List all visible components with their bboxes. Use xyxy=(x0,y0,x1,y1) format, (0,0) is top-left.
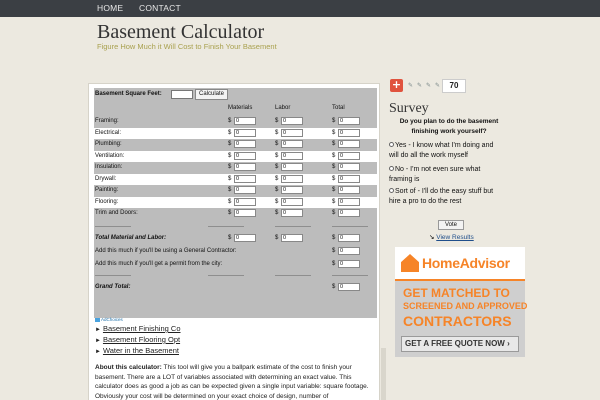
survey-title: Survey xyxy=(389,101,429,116)
results-chart-icon: ↘ xyxy=(429,234,435,241)
cost-row xyxy=(94,197,377,208)
homeadvisor-ad[interactable] xyxy=(395,247,528,357)
total-cell-input[interactable] xyxy=(338,152,360,160)
labor-cell-input[interactable] xyxy=(281,234,303,242)
cost-row xyxy=(94,259,377,270)
currency-symbol: $ xyxy=(275,198,279,205)
currency-symbol: $ xyxy=(275,129,279,136)
labor-cell-input[interactable] xyxy=(281,163,303,171)
row-label: Drywall: xyxy=(95,175,117,182)
share-icon[interactable]: ✎ xyxy=(426,82,432,89)
materials-cell-input[interactable] xyxy=(234,129,256,137)
free-quote-button[interactable] xyxy=(401,336,519,352)
about-text: This tool will give you a ballpark estimate of the cost to finish your basement. There are a LOT of variables associated with determining an exact value. This calculator does as good a job as can be expected given a single input variable: square footage. Obviously your cost will be determined on your exact choice of design, number of xyxy=(95,364,369,400)
labor-cell-input[interactable] xyxy=(281,140,303,148)
currency-symbol: $ xyxy=(228,129,232,136)
total-cell-input[interactable] xyxy=(338,117,360,125)
site-title[interactable]: Basement Calculator xyxy=(97,21,265,43)
currency-symbol: $ xyxy=(228,141,232,147)
materials-cell-input[interactable] xyxy=(234,152,256,160)
row-label: Total Material and Labor: xyxy=(95,234,167,241)
materials-cell-input[interactable] xyxy=(234,140,256,148)
cost-row xyxy=(94,233,377,244)
currency-symbol: $ xyxy=(332,118,336,124)
option-label: Yes - I know what I'm doing and will do all the work myself xyxy=(389,142,494,159)
ad-logo-bar xyxy=(395,247,525,281)
header-materials: Materials xyxy=(228,105,253,111)
total-cell-input[interactable] xyxy=(338,283,360,291)
share-count: 70 xyxy=(442,79,466,93)
cost-row xyxy=(94,246,377,257)
materials-cell-input[interactable] xyxy=(234,209,256,217)
currency-symbol: $ xyxy=(332,283,336,290)
divider: ------------------ xyxy=(95,223,131,230)
currency-symbol: $ xyxy=(332,234,336,241)
about-heading: About this calculator: xyxy=(95,364,162,371)
currency-symbol: $ xyxy=(275,234,279,241)
row-label: Flooring: xyxy=(95,198,119,205)
labor-cell-input[interactable] xyxy=(281,152,303,160)
currency-symbol: $ xyxy=(332,210,336,216)
radio-button[interactable] xyxy=(389,142,394,147)
currency-symbol: $ xyxy=(332,247,336,254)
row-label: Add this much if you'll be using a General Contractor: xyxy=(95,247,237,254)
ad-link[interactable] xyxy=(95,324,181,335)
materials-cell-input[interactable] xyxy=(234,117,256,125)
labor-cell-input[interactable] xyxy=(281,186,303,194)
currency-symbol: $ xyxy=(275,152,279,159)
currency-symbol: $ xyxy=(275,118,279,124)
chevron-right-icon: › xyxy=(507,339,510,348)
row-label: Add this much if you'll get a permit from the city: xyxy=(95,260,223,267)
total-cell-input[interactable] xyxy=(338,209,360,217)
ad-link-label: Water in the Basement xyxy=(102,346,179,355)
row-label: Framing: xyxy=(95,118,119,124)
currency-symbol: $ xyxy=(275,175,279,182)
currency-symbol: $ xyxy=(228,210,232,216)
currency-symbol: $ xyxy=(332,164,336,170)
content-edge xyxy=(381,348,386,400)
calculate-button[interactable]: Calculate xyxy=(195,89,228,100)
currency-symbol: $ xyxy=(332,187,336,193)
divider: ------------------ xyxy=(275,272,311,279)
ad-headline: GET MATCHED TO xyxy=(403,286,510,300)
ad-highlight: CONTRACTORS xyxy=(403,313,512,329)
materials-cell-input[interactable] xyxy=(234,175,256,183)
cost-row xyxy=(94,185,377,196)
total-cell-input[interactable] xyxy=(338,234,360,242)
ad-logo: HomeAdvisor xyxy=(422,255,510,271)
labor-cell-input[interactable] xyxy=(281,175,303,183)
plus-share-icon[interactable]: + xyxy=(391,78,402,91)
survey-question: Do you plan to do the basement finishing work yourself? xyxy=(399,118,499,135)
ad-link-label: Basement Flooring Opt xyxy=(102,335,181,344)
currency-symbol: $ xyxy=(332,129,336,136)
site-tagline: Figure How Much it Will Cost to Finish Your Basement xyxy=(97,42,277,51)
basement-calculator xyxy=(94,88,377,318)
total-cell-input[interactable] xyxy=(338,175,360,183)
currency-symbol: $ xyxy=(332,141,336,147)
adchoices-icon xyxy=(95,318,100,322)
cost-row xyxy=(94,222,377,233)
total-cell-input[interactable] xyxy=(338,198,360,206)
currency-symbol: $ xyxy=(228,187,232,193)
materials-cell-input[interactable] xyxy=(234,186,256,194)
total-cell-input[interactable] xyxy=(338,186,360,194)
survey-option[interactable] xyxy=(389,165,501,185)
cost-row xyxy=(94,282,377,293)
play-arrow-icon: ► xyxy=(95,327,101,333)
row-label: Insulation: xyxy=(95,164,123,170)
ad-links xyxy=(95,324,181,357)
row-label: Painting: xyxy=(95,187,119,193)
adchoices-badge[interactable] xyxy=(95,317,123,322)
labor-cell-input[interactable] xyxy=(281,129,303,137)
currency-symbol: $ xyxy=(275,210,279,216)
labor-cell-input[interactable] xyxy=(281,209,303,217)
row-label: Plumbing: xyxy=(95,141,122,147)
cost-row xyxy=(94,128,377,139)
cost-row xyxy=(94,139,377,150)
about-calculator xyxy=(95,363,378,400)
sqft-input[interactable] xyxy=(171,90,193,99)
total-cell-input[interactable] xyxy=(338,163,360,171)
cost-row xyxy=(94,116,377,127)
currency-symbol: $ xyxy=(332,152,336,159)
divider: ------------------ xyxy=(208,272,244,279)
nav-contact[interactable]: CONTACT xyxy=(139,3,181,13)
currency-symbol: $ xyxy=(228,164,232,170)
cost-row xyxy=(94,162,377,173)
cost-row xyxy=(94,208,377,219)
row-label: Grand Total: xyxy=(95,283,131,290)
currency-symbol: $ xyxy=(332,198,336,205)
house-icon xyxy=(401,254,419,272)
cost-row xyxy=(94,151,377,162)
row-label: Electrical: xyxy=(95,129,122,136)
sqft-label: Basement Square Feet: xyxy=(95,91,162,97)
cta-label: GET A FREE QUOTE NOW xyxy=(405,339,505,348)
survey-option[interactable] xyxy=(389,141,501,161)
radio-button[interactable] xyxy=(389,188,394,193)
materials-cell-input[interactable] xyxy=(234,234,256,242)
ad-link[interactable] xyxy=(95,346,181,357)
labor-cell-input[interactable] xyxy=(281,198,303,206)
view-results-link[interactable]: View Results xyxy=(436,234,474,241)
top-nav xyxy=(0,0,600,17)
currency-symbol: $ xyxy=(275,141,279,147)
option-label: No - I'm not even sure what framing is xyxy=(389,166,481,183)
divider: ------------------ xyxy=(275,223,311,230)
share-icon[interactable]: ✎ xyxy=(417,82,423,89)
radio-button[interactable] xyxy=(389,166,394,171)
share-icon[interactable]: ✎ xyxy=(435,82,441,89)
divider: ------------------ xyxy=(208,223,244,230)
survey-option[interactable] xyxy=(389,187,501,207)
header-total: Total xyxy=(332,105,345,111)
materials-cell-input[interactable] xyxy=(234,163,256,171)
total-cell-input[interactable] xyxy=(338,129,360,137)
share-icon[interactable]: ✎ xyxy=(408,82,414,89)
divider: ------------------ xyxy=(332,223,368,230)
currency-symbol: $ xyxy=(228,152,232,159)
ad-link[interactable] xyxy=(95,335,181,346)
play-arrow-icon: ► xyxy=(95,338,101,344)
divider: ------------------ xyxy=(332,272,368,279)
view-results[interactable] xyxy=(429,233,474,241)
currency-symbol: $ xyxy=(332,260,336,267)
currency-symbol: $ xyxy=(228,118,232,124)
adchoices-label: AdChoices xyxy=(101,317,123,322)
option-label: Sort of - I'll do the easy stuff but hire a pro to do the rest xyxy=(389,188,494,205)
total-cell-input[interactable] xyxy=(338,140,360,148)
currency-symbol: $ xyxy=(332,175,336,182)
ad-subline: SCREENED AND APPROVED xyxy=(403,301,528,311)
labor-cell-input[interactable] xyxy=(281,117,303,125)
currency-symbol: $ xyxy=(275,187,279,193)
currency-symbol: $ xyxy=(228,175,232,182)
play-arrow-icon: ► xyxy=(95,349,101,355)
nav-home[interactable]: HOME xyxy=(97,3,124,13)
materials-cell-input[interactable] xyxy=(234,198,256,206)
vote-button[interactable]: Vote xyxy=(438,220,464,230)
currency-symbol: $ xyxy=(275,164,279,170)
row-label: Ventilation: xyxy=(95,152,125,159)
currency-symbol: $ xyxy=(228,198,232,205)
total-cell-input[interactable] xyxy=(338,247,360,255)
row-label: Trim and Doors: xyxy=(95,210,138,216)
cost-row xyxy=(94,174,377,185)
divider: ------------------ xyxy=(95,272,131,279)
header-labor: Labor xyxy=(275,105,291,111)
total-cell-input[interactable] xyxy=(338,260,360,268)
currency-symbol: $ xyxy=(228,234,232,241)
ad-link-label: Basement Finishing Co xyxy=(102,324,181,333)
cost-row xyxy=(94,271,377,282)
